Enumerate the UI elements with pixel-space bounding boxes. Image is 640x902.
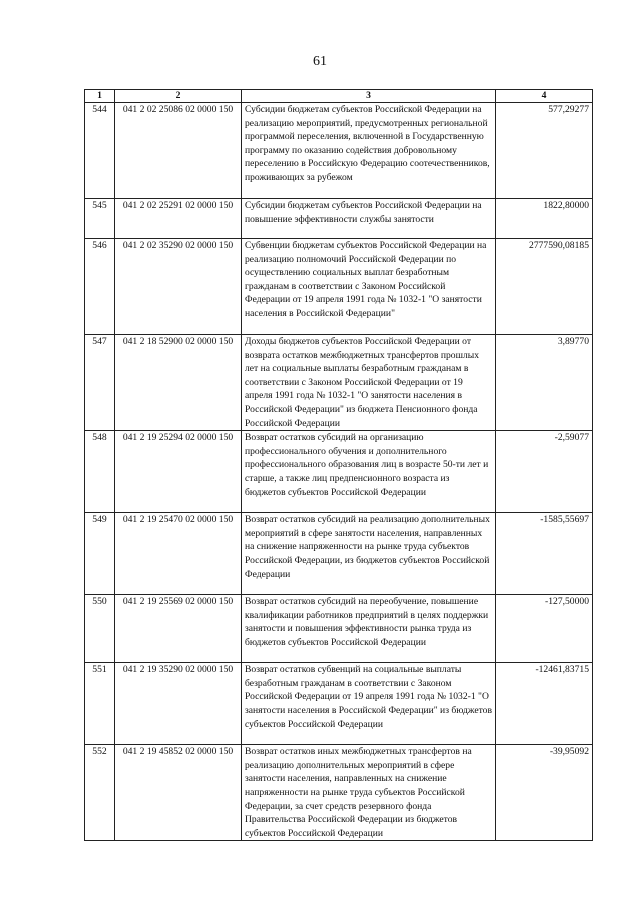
row-description: Субвенции бюджетам субъектов Российской Федерации на реализацию полномочий Российской Федерации по осуществлению социальных выплат безработным гражданам в соответствии с Законом Российской Федерации от 19 апреля 1991 года № 1032-1 "О занятости населения в Российской Федерации": [242, 239, 496, 335]
table-row: [85, 431, 593, 513]
row-number: 546: [85, 239, 115, 335]
budget-code: 041 2 19 25470 02 0000 150: [115, 513, 242, 595]
row-description: Доходы бюджетов субъектов Российской Федерации от возврата остатков межбюджетных трансфертов прошлых лет на социальные выплаты безработным гражданам в соответствии с Законом Российской Федерации от 19 апреля 1991 года № 1032-1 "О занятости населения в Российской Федерации" из бюджета Пенсионного фонда Российской Федерации: [242, 335, 496, 431]
table-row: [85, 513, 593, 595]
table-row: [85, 663, 593, 745]
row-number: 548: [85, 431, 115, 513]
row-amount: 1822,80000: [496, 199, 593, 239]
page-number: 61: [313, 54, 327, 69]
budget-code: 041 2 19 25569 02 0000 150: [115, 595, 242, 663]
budget-code: 041 2 19 25294 02 0000 150: [115, 431, 242, 513]
row-description: Возврат остатков иных межбюджетных трансфертов на реализацию дополнительных мероприятий в сфере занятости населения, направленных на снижение напряженности на рынке труда субъектов Российской Федерации, за счет средств резервного фонда Правительства Российской Федерации из бюджетов субъектов Российской Федерации: [242, 745, 496, 841]
row-amount: 3,89770: [496, 335, 593, 431]
row-description: Возврат остатков субсидий на реализацию дополнительных мероприятий в сфере занятости населения, направленных на снижение напряженности на рынке труда субъектов Российской Федерации, из бюджетов субъектов Российской Федерации: [242, 513, 496, 595]
table-row: [85, 103, 593, 199]
row-number: 544: [85, 103, 115, 199]
row-description: Субсидии бюджетам субъектов Российской Федерации на повышение эффективности службы занятости: [242, 199, 496, 239]
row-amount: 2777590,08185: [496, 239, 593, 335]
table-row: [85, 335, 593, 431]
row-amount: -127,50000: [496, 595, 593, 663]
budget-code: 041 2 18 52900 02 0000 150: [115, 335, 242, 431]
row-description: Возврат остатков субсидий на переобучение, повышение квалификации работников предприятий в целях поддержки занятости и повышения эффективности рынка труда из бюджетов субъектов Российской Федерации: [242, 595, 496, 663]
row-description: Возврат остатков субсидий на организацию профессионального обучения и дополнительного профессионального образования лиц в возрасте 50-ти лет и старше, а также лиц предпенсионного возраста из бюджетов субъектов Российской Федерации: [242, 431, 496, 513]
row-description: Субсидии бюджетам субъектов Российской Федерации на реализацию мероприятий, предусмотренных региональной программой переселения, включенной в Государственную программу по оказанию содействия добровольному переселению в Российскую Федерацию соотечественников, проживающих за рубежом: [242, 103, 496, 199]
row-number: 547: [85, 335, 115, 431]
budget-code: 041 2 19 45852 02 0000 150: [115, 745, 242, 841]
row-amount: 577,29277: [496, 103, 593, 199]
table-row: [85, 239, 593, 335]
row-number: 550: [85, 595, 115, 663]
budget-code: 041 2 02 35290 02 0000 150: [115, 239, 242, 335]
row-number: 545: [85, 199, 115, 239]
budget-code: 041 2 19 35290 02 0000 150: [115, 663, 242, 745]
row-number: 551: [85, 663, 115, 745]
column-header: 2: [115, 90, 242, 103]
column-header: 1: [85, 90, 115, 103]
header-row: [85, 90, 593, 103]
row-description: Возврат остатков субвенций на социальные выплаты безработным гражданам в соответствии с Законом Российской Федерации от 19 апреля 1991 года № 1032-1 "О занятости населения в Российской Федерации" из бюджетов субъектов Российской Федерации: [242, 663, 496, 745]
row-number: 552: [85, 745, 115, 841]
row-number: 549: [85, 513, 115, 595]
column-header: 4: [496, 90, 593, 103]
row-amount: -2,59077: [496, 431, 593, 513]
table-row: [85, 745, 593, 841]
table-row: [85, 595, 593, 663]
budget-code: 041 2 02 25086 02 0000 150: [115, 103, 242, 199]
budget-code: 041 2 02 25291 02 0000 150: [115, 199, 242, 239]
row-amount: -1585,55697: [496, 513, 593, 595]
column-header: 3: [242, 90, 496, 103]
table-row: [85, 199, 593, 239]
row-amount: -12461,83715: [496, 663, 593, 745]
row-amount: -39,95092: [496, 745, 593, 841]
budget-table: [84, 89, 593, 841]
